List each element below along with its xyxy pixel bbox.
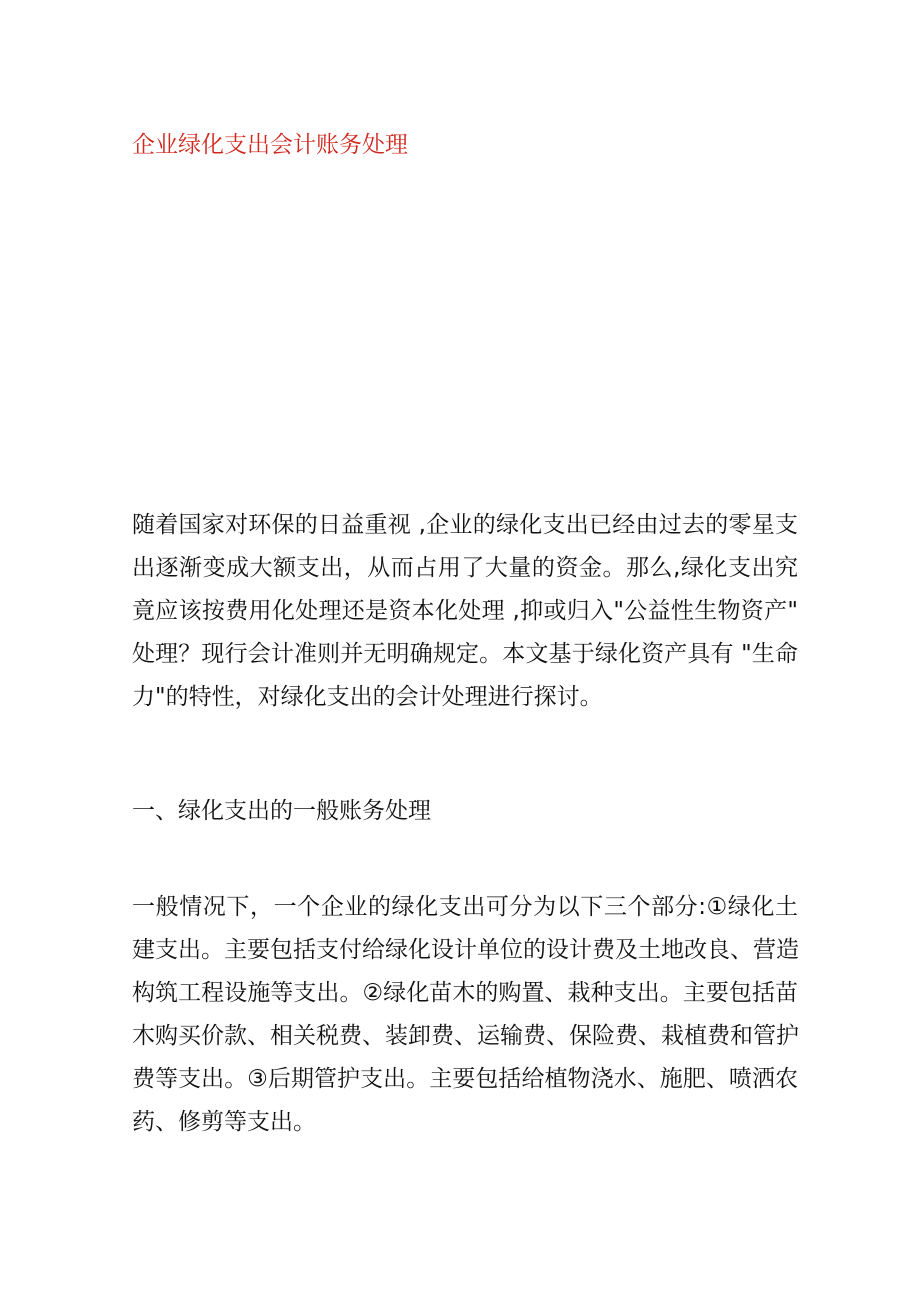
intro-line: 力"的特性，对绿化支出的会计处理进行探讨。 [132, 684, 603, 710]
body-line: 构筑工程设施等支出。②绿化苗木的购置、栽种支出。主要包括苗 [132, 980, 798, 1006]
body-line: 费等支出。③后期管护支出。主要包括给植物浇水、施肥、喷洒农 [132, 1066, 798, 1092]
intro-line: 竟应该按费用化处理还是资本化处理 ,抑或归入"公益性生物资产" [132, 598, 798, 624]
intro-line: 出逐渐变成大额支出，从而占用了大量的资金。那么,绿化支出究 [132, 555, 798, 581]
section-heading [132, 790, 798, 833]
body-line: 建支出。主要包括支付给绿化设计单位的设计费及土地改良、营造 [132, 937, 799, 963]
body-line: 木购买价款、相关税费、装卸费、运输费、保险费、栽植费和管护 [132, 1023, 799, 1049]
document-title: 企业绿化支出会计账务处理 [132, 132, 408, 158]
section-heading-text: 一、绿化支出的一般账务处理 [132, 798, 431, 824]
section-body-paragraph [132, 886, 798, 1144]
body-line: 一般情况下，一个企业的绿化支出可分为以下三个部分:①绿化土 [132, 894, 798, 920]
intro-paragraph [132, 504, 798, 719]
intro-line: 处理？现行会计准则并无明确规定。本文基于绿化资产具有 "生命 [132, 641, 798, 667]
intro-line: 随着国家对环保的日益重视 ,企业的绿化支出已经由过去的零星支 [132, 512, 798, 538]
body-line: 药、修剪等支出。 [132, 1109, 316, 1135]
